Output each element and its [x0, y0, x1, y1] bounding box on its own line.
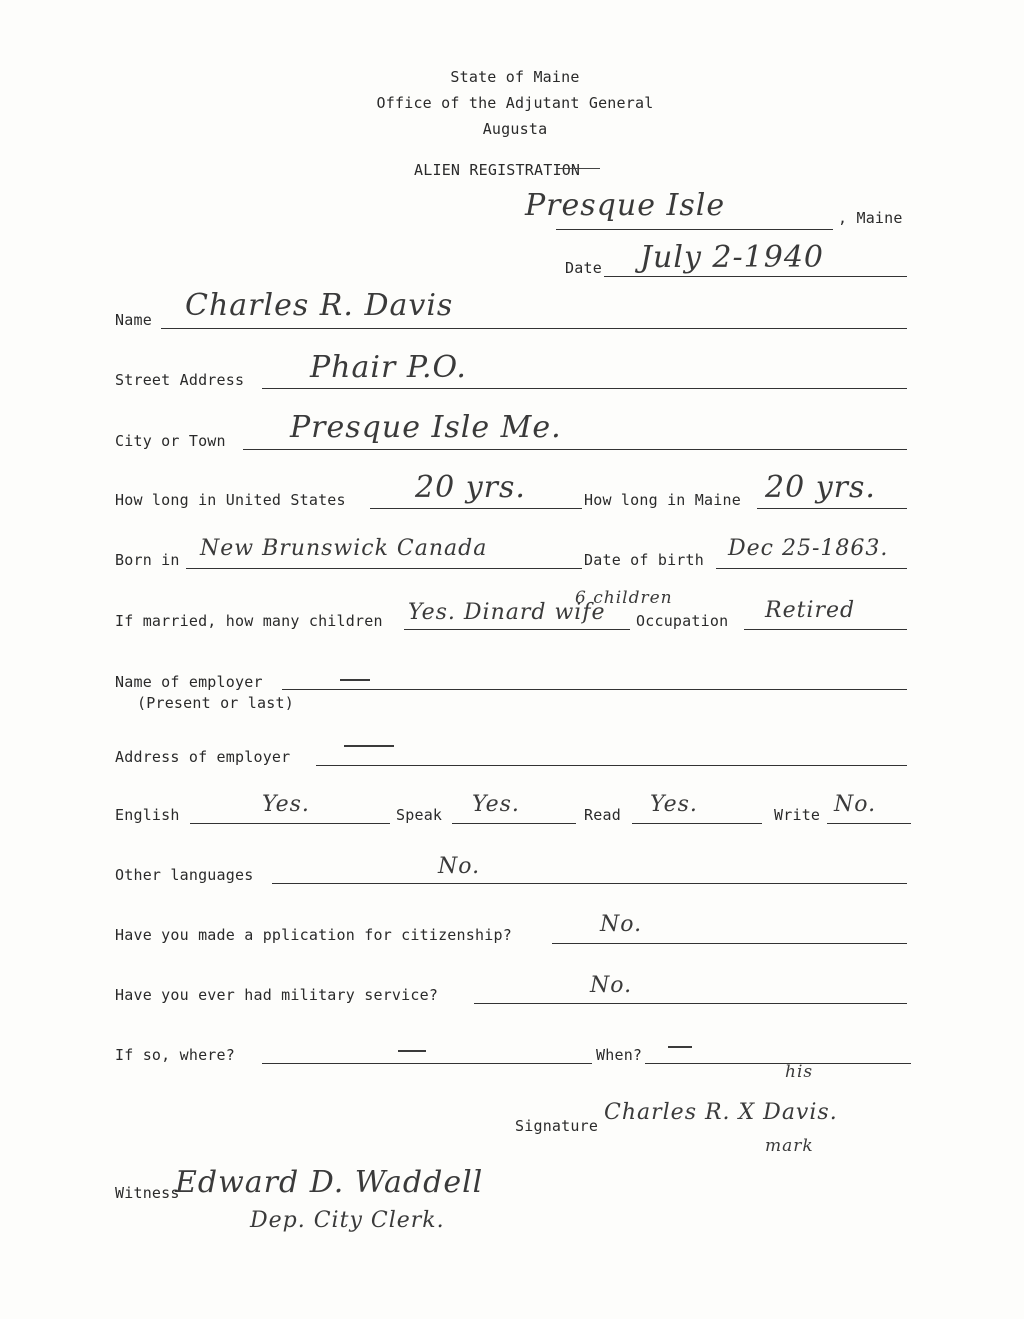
date-value: July 2-1940 — [640, 240, 824, 275]
employer-label: Name of employer — [115, 673, 263, 691]
born-in-label: Born in — [115, 551, 180, 569]
employer-address-label: Address of employer — [115, 748, 291, 766]
name-value: Charles R. Davis — [185, 288, 454, 323]
signature-label: Signature — [515, 1117, 599, 1135]
occupation-label: Occupation — [636, 612, 729, 630]
place-line — [556, 229, 833, 230]
date-line — [604, 276, 907, 277]
header-city: Augusta — [482, 120, 548, 138]
read-label: Read — [584, 806, 621, 824]
signature-mark: mark — [765, 1136, 814, 1156]
citizenship-label: Have you made a pplication for citizenship? — [115, 926, 512, 944]
read-line — [632, 823, 762, 824]
citizenship-line — [552, 943, 907, 944]
write-value: No. — [834, 792, 877, 817]
dob-line — [716, 568, 907, 569]
header-office: Office of the Adjutant General — [376, 94, 654, 112]
how-long-us-label: How long in United States — [115, 491, 346, 509]
when-label: When? — [596, 1046, 643, 1064]
how-long-us-line — [370, 508, 582, 509]
speak-line — [452, 823, 576, 824]
children-extra: 6 children — [575, 588, 673, 608]
english-line — [190, 823, 390, 824]
city-value: Presque Isle Me. — [290, 410, 562, 445]
signature-value: Charles R. X Davis. — [604, 1100, 838, 1125]
maine-label: , Maine — [838, 209, 903, 227]
occupation-line — [744, 629, 907, 630]
other-languages-value: No. — [438, 854, 481, 879]
speak-value: Yes. — [472, 792, 520, 817]
where-dash — [398, 1050, 426, 1052]
citizenship-value: No. — [600, 912, 643, 937]
signature-his: his — [785, 1062, 814, 1082]
where-line — [262, 1063, 592, 1064]
military-line — [474, 1003, 907, 1004]
write-line — [827, 823, 911, 824]
witness-label: Witness — [115, 1184, 180, 1202]
children-label: If married, how many children — [115, 612, 383, 630]
place-value: Presque Isle — [525, 188, 726, 223]
date-label: Date — [565, 259, 602, 277]
born-in-line — [186, 568, 582, 569]
employer-line — [282, 689, 907, 690]
english-label: English — [115, 806, 180, 824]
how-long-maine-value: 20 yrs. — [765, 470, 876, 505]
form-title: ALIEN REGISTRATION — [414, 161, 581, 179]
street-value: Phair P.O. — [310, 350, 467, 385]
name-label: Name — [115, 311, 152, 329]
where-label: If so, where? — [115, 1046, 235, 1064]
header-state: State of Maine — [450, 68, 580, 86]
english-value: Yes. — [262, 792, 310, 817]
street-line — [262, 388, 907, 389]
dob-value: Dec 25-1863. — [728, 536, 889, 561]
occupation-value: Retired — [765, 598, 856, 623]
witness-title: Dep. City Clerk. — [250, 1208, 445, 1233]
other-languages-line — [272, 883, 907, 884]
speak-label: Speak — [396, 806, 443, 824]
how-long-maine-label: How long in Maine — [584, 491, 741, 509]
children-value: Yes. Dinard wife — [408, 600, 606, 625]
read-value: Yes. — [650, 792, 698, 817]
other-languages-label: Other languages — [115, 866, 254, 884]
dob-label: Date of birth — [584, 551, 704, 569]
name-line — [161, 328, 907, 329]
city-label: City or Town — [115, 432, 226, 450]
employer-note: (Present or last) — [137, 694, 294, 712]
witness-value: Edward D. Waddell — [175, 1165, 484, 1200]
title-strike — [556, 168, 600, 169]
how-long-us-value: 20 yrs. — [415, 470, 526, 505]
employer-address-dash — [344, 745, 394, 747]
children-line — [404, 629, 630, 630]
when-dash — [668, 1046, 692, 1048]
employer-address-line — [316, 765, 907, 766]
born-in-value: New Brunswick Canada — [200, 536, 488, 561]
how-long-maine-line — [757, 508, 907, 509]
when-line — [645, 1063, 911, 1064]
city-line — [243, 449, 907, 450]
street-label: Street Address — [115, 371, 245, 389]
military-label: Have you ever had military service? — [115, 986, 439, 1004]
employer-dash — [340, 679, 370, 681]
write-label: Write — [774, 806, 821, 824]
military-value: No. — [590, 973, 633, 998]
